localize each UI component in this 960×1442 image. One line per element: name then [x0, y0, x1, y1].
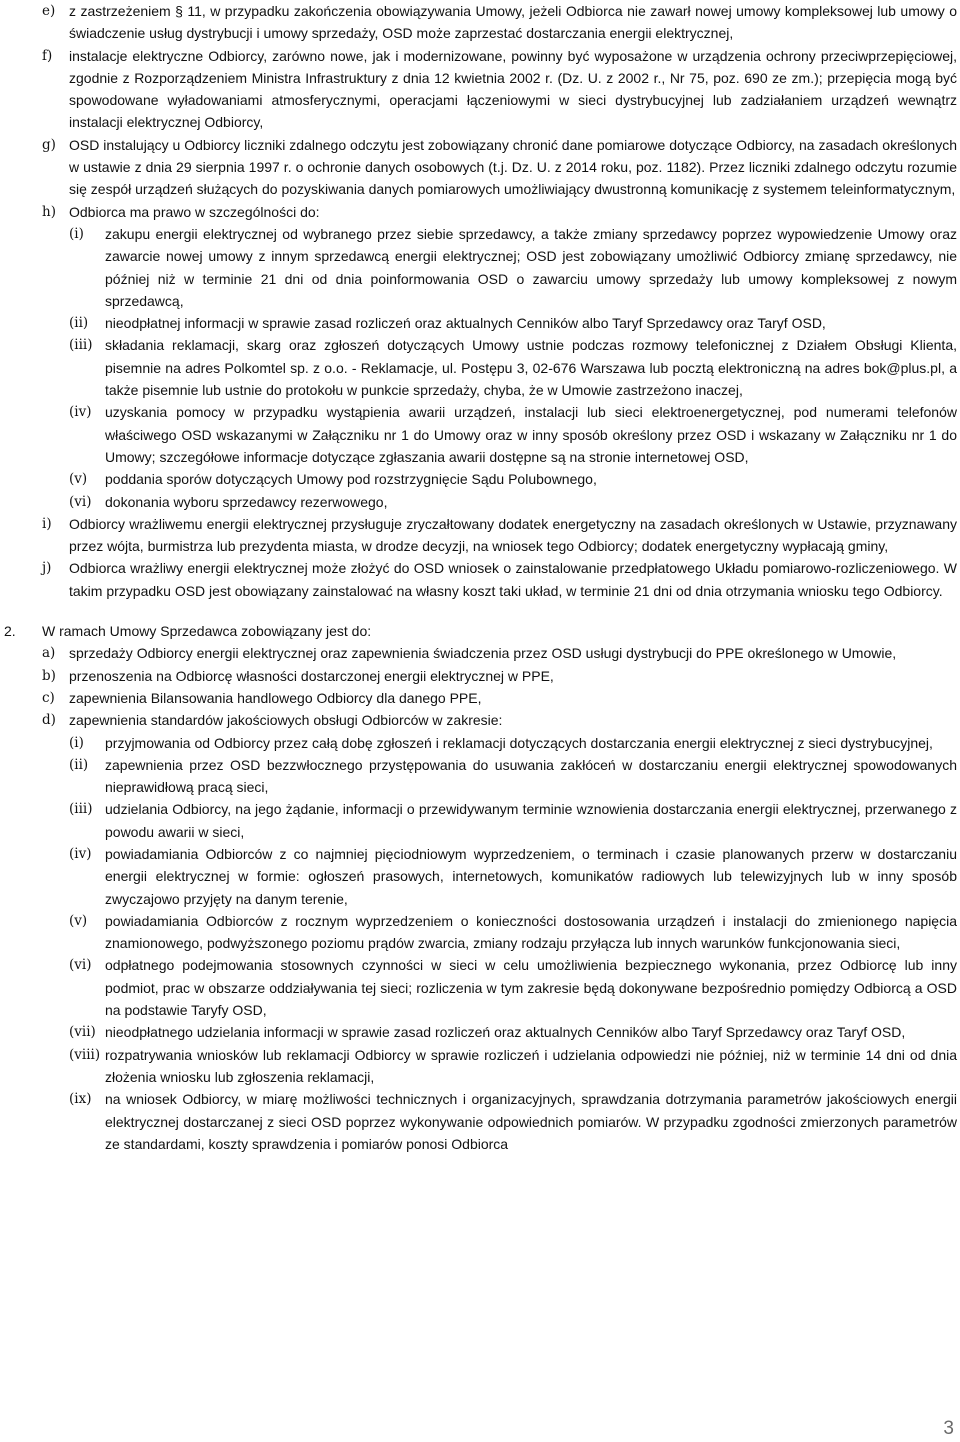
clause-marker: g) [42, 136, 56, 153]
subclause-item [0, 798, 960, 843]
subclause-item [0, 1044, 960, 1089]
subclause-marker: (iv) [69, 404, 92, 421]
subclause-marker: (vi) [69, 493, 92, 510]
subclause-text: powiadamiania Odbiorców z co najmniej pięciodniowym wyprzedzeniem, o terminach i czasie planowanych przerw w dostarczaniu energii elektrycznej w formie: ogłoszeń prasowych, internetowych, komunikatów radiowych lub telewizyjnych lub w inny sposób zwyczajowo przyjęty na danym terenie, [105, 845, 957, 907]
subclause-item [0, 312, 960, 334]
clause-list-section-2 [0, 642, 960, 1155]
subclause-marker: (v) [69, 912, 88, 929]
subclause-text: odpłatnego podejmowania stosownych czynności w sieci w celu umożliwienia bezpiecznego wykonania, przez Odbiorcę lub inny podmiot, prac w obszarze oddziaływania tej sieci; rozliczenia w tym zakresie będą dokonywane bezpośrednio pomiędzy Odbiorcą a OSD na podstawie Taryfy OSD, [105, 957, 957, 1019]
section-number: 2. [4, 623, 16, 640]
page-number: 3 [943, 1418, 954, 1439]
subclause-item [0, 843, 960, 910]
subclause-marker: (iv) [69, 845, 92, 862]
clause-marker: j) [42, 560, 52, 577]
subclause-item [0, 910, 960, 955]
clause-text: przenoszenia na Odbiorcę własności dostarczonej energii elektrycznej w PPE, [69, 667, 554, 684]
subclause-marker: (i) [69, 225, 84, 242]
clause-item [0, 557, 960, 602]
clause-item [0, 642, 960, 664]
subclause-item [0, 223, 960, 312]
subclause-item [0, 401, 960, 468]
subclause-item [0, 491, 960, 513]
subclause-text: nieodpłatnego udzielania informacji w sprawie zasad rozliczeń oraz aktualnych Cenników albo Taryf Sprzedawcy oraz Taryf OSD, [105, 1024, 906, 1041]
subclause-text: rozpatrywania wniosków lub reklamacji Odbiorcy w sprawie rozliczeń i udzielania odpowiedzi nie później, niż w terminie 14 dni od dnia złożenia wniosku lub zgłoszenia reklamacji, [105, 1046, 957, 1085]
clause-item [0, 665, 960, 687]
subclause-marker: (i) [69, 734, 84, 751]
subclause-text: zapewnienia przez OSD bezzwłocznego przystępowania do usuwania zakłóceń w dostarczaniu energii elektrycznej spowodowanych nieprawidłową pracą sieci, [105, 756, 957, 796]
clause-marker: f) [42, 47, 53, 64]
section-2 [0, 620, 960, 642]
clause-item [0, 134, 960, 201]
subclause-marker: (vi) [69, 957, 92, 974]
clause-marker: h) [42, 203, 56, 220]
subclause-item [0, 732, 960, 754]
clause-text: zapewnienia Bilansowania handlowego Odbiorcy dla danego PPE, [69, 689, 482, 706]
clause-text: Odbiorca ma prawo w szczególności do: [69, 203, 320, 220]
clause-item [0, 513, 960, 558]
section-heading: W ramach Umowy Sprzedawca zobowiązany jest do: [42, 623, 372, 640]
subclause-text: uzyskania pomocy w przypadku wystąpienia awarii urządzeń, instalacji lub sieci elektroenergetycznej, pod numerami telefonów właściwego OSD wskazanymi w Załączniku nr 1 do Umowy oraz w inny sposób określony przez OSD i wskazany w Załączniku nr 1 do Umowy; szczegółowe informacje dotyczące zgłaszania awarii dostępne są na stronie internetowej OSD, [105, 404, 957, 465]
subclause-marker: (v) [69, 471, 88, 488]
clause-item [0, 0, 960, 45]
clause-text: Odbiorcy wrażliwemu energii elektrycznej przysługuje zryczałtowany dodatek energetyczny na zasadach określonych w Ustawie, przyznawany przez wójta, burmistrza lub prezydenta miasta, w drodze decyzji, na wniosek tego Odbiorcy; dodatek energetyczny wypłacają gminy, [69, 515, 957, 555]
subclause-item [0, 754, 960, 799]
clause-item [0, 45, 960, 134]
clause-text: sprzedaży Odbiorcy energii elektrycznej oraz zapewnienia świadczenia przez OSD usługi dystrybucji do PPE określonego w Umowie, [69, 645, 897, 662]
clause-item [0, 709, 960, 731]
subclause-marker: (vii) [69, 1024, 96, 1041]
clause-marker: d) [42, 712, 56, 729]
subclause-text: składania reklamacji, skarg oraz zgłoszeń dotyczących Umowy ustnie podczas rozmowy telefonicznej z Działem Obsługi Klienta, pisemnie na adres Polkomtel sp. z o.o. - Reklamacje, ul. Postępu 3, 02-676 Warszawa lub pocztą elektroniczną na adres bok@plus.pl, a także pisemnie lub ustnie do protokołu w punkcie sprzedaży, chyba, że w Umowie zastrzeżono inaczej, [105, 337, 957, 399]
subclause-text: nieodpłatnej informacji w sprawie zasad rozliczeń oraz aktualnych Cenników albo Taryf Sprzedawcy oraz Taryf OSD, [105, 315, 826, 332]
subclause-text: zakupu energii elektrycznej od wybranego przez siebie sprzedawcy, a także zmiany sprzedawcy poprzez wypowiedzenie Umowy oraz zawarcie nowej umowy z innym sprzedawcą energii elektrycznej; OSD jest zobowiązany umożliwić Odbiorcy zmianę sprzedawcy, nie później niż w terminie 21 dni od dnia poinformowania OSD o zawarciu umowy sprzedaży lub umowy kompleksowej z nowym sprzedawcą, [105, 225, 957, 309]
subclause-marker: (ii) [69, 315, 89, 332]
clause-marker: a) [42, 645, 56, 662]
subclause-item [0, 1088, 960, 1155]
clause-text: instalacje elektryczne Odbiorcy, zarówno nowe, jak i modernizowane, powinny być wyposażone w urządzenia ochrony przeciwprzepięciowej, zgodnie z Rozporządzeniem Ministra Infrastruktury z dnia 12 kwietnia 2002 r. (Dz. U. z 2002 r., Nr 75, poz. 690 ze zm.); przepięcia mogą być spowodowane wyładowaniami atmosferycznymi, operacjami łączeniowymi w sieci dystrybucyjnej lub zadziałaniem urządzeń wewnątrz instalacji elektrycznej Odbiorcy, [69, 47, 957, 131]
subclause-marker: (ix) [69, 1091, 92, 1108]
clause-marker: c) [42, 689, 55, 706]
clause-text: zapewnienia standardów jakościowych obsługi Odbiorców w zakresie: [69, 712, 503, 729]
clause-text: z zastrzeżeniem § 11, w przypadku zakończenia obowiązywania Umowy, jeżeli Odbiorca nie zawarł nowej umowy kompleksowej lub umowy o świadczenie usług dystrybucji i umowy sprzedaży, OSD może zaprzestać dostarczania energii elektrycznej, [69, 3, 957, 42]
subclause-text: poddania sporów dotyczących Umowy pod rozstrzygnięcie Sądu Polubownego, [105, 471, 597, 488]
clause-marker: i) [42, 515, 52, 532]
subclause-item [0, 334, 960, 401]
clause-text: Odbiorca wrażliwy energii elektrycznej może złożyć do OSD wniosek o zainstalowanie przedpłatowego Układu pomiarowo-rozliczeniowego. W takim przypadku OSD jest obowiązany zainstalować na własny koszt taki układ, w terminie 21 dni od dnia otrzymania wniosku tego Odbiorcy. [69, 560, 957, 599]
subclause-marker: (iii) [69, 801, 93, 818]
subclause-text: udzielania Odbiorcy, na jego żądanie, informacji o przewidywanym terminie wznowienia dostarczania energii elektrycznej, przerwanego z powodu awarii w sieci, [105, 801, 957, 840]
subclause-marker: (viii) [69, 1046, 101, 1063]
clause-text: OSD instalujący u Odbiorcy liczniki zdalnego odczytu jest zobowiązany chronić dane pomiarowe dotyczące Odbiorcy, na zasadach określonych w ustawie z dnia 29 sierpnia 1997 r. o ochronie danych osobowych (t.j. Dz. U. z 2014 roku, poz. 1182). Przez liczniki zdalnego odczytu rozumie się zespół urządzeń służących do pozyskiwania danych pomiarowych umożliwiający dwustronną komunikację z systemem teleinformatycznym, [69, 136, 957, 198]
subclause-text: powiadamiania Odbiorców z rocznym wyprzedzeniem o konieczności dostosowania urządzeń i instalacji do zmienionego napięcia znamionowego, podwyższonego poziomu prądów zwarcia, zmiany rodzaju przyłącza lub innych warunków funkcjonowania sieci, [105, 912, 957, 952]
subclause-marker: (ii) [69, 756, 89, 773]
clause-item [0, 201, 960, 223]
subclause-text: przyjmowania od Odbiorcy przez całą dobę zgłoszeń i reklamacji dotyczących dostarczania energii elektrycznej z sieci dystrybucyjnej, [105, 734, 933, 751]
clause-marker: b) [42, 667, 56, 684]
subclause-marker: (iii) [69, 337, 93, 354]
subclause-text: na wniosek Odbiorcy, w miarę możliwości technicznych i organizacyjnych, sprawdzania dotrzymania parametrów jakościowych energii elektrycznej dostarczanej z sieci OSD poprzez wykonywanie odpowiednich pomiarów. W przypadku zgodności zmierzonych parametrów ze standardami, koszty sprawdzenia i pomiarów ponosi Odbiorca [105, 1091, 957, 1152]
subclause-item [0, 468, 960, 490]
clause-list-continued [0, 0, 960, 602]
clause-marker: e) [42, 3, 56, 19]
clause-item [0, 687, 960, 709]
subclause-item [0, 954, 960, 1021]
subclause-item [0, 1021, 960, 1043]
subclause-text: dokonania wyboru sprzedawcy rezerwowego, [105, 493, 388, 510]
